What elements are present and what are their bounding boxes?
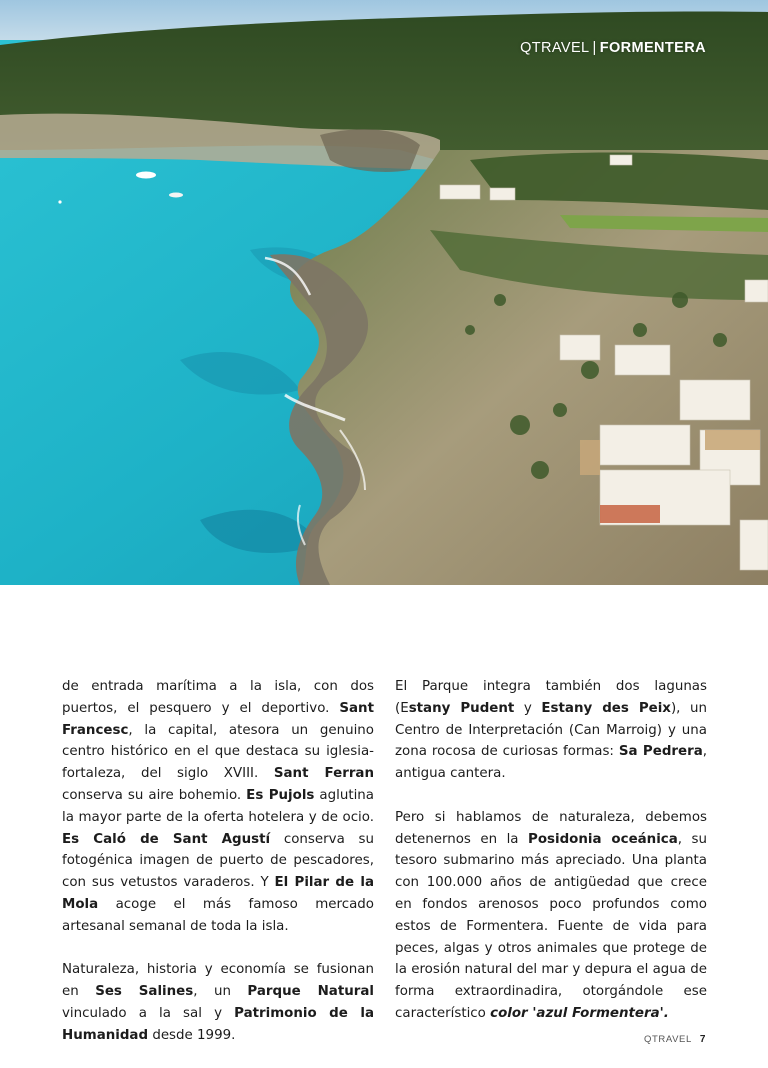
bold-text: Sa Pedrera (618, 744, 703, 760)
paragraph (395, 676, 707, 785)
bold-text: Es Caló de Sant Agustí (62, 831, 271, 847)
bold-text: El Pilar de la Mola (62, 875, 374, 912)
page-footer (644, 1034, 706, 1045)
header-brand (520, 40, 706, 56)
text-run: Pero si hablamos de naturaleza, debemos detenernos en la (395, 809, 707, 847)
text-run: conserva su fotogénica imagen de puerto de pescadores, con sus vetustos varaderos. Y (62, 831, 374, 891)
bold-text: Parque Natural (247, 984, 375, 1000)
brand-separator: | (592, 40, 597, 56)
text-run: aglutina la mayor parte de la oferta hotelera y de ocio. (62, 787, 374, 825)
brand-name: QTRAVEL (520, 40, 590, 56)
right-column (395, 676, 707, 1047)
bold-text: Patrimonio de la Humanidad (62, 1005, 374, 1043)
text-run: , su tesoro submarino más apreciado. Una planta con 100.000 años de antigüedad que crece en fondos arenosos poco profundos como estos de Formentera. Fuente de vida para peces, algas y otros animales que protege de la erosión natural del mar y depura el agua de forma extraordinadira, otorgándole ese característico (395, 831, 707, 1021)
paragraph (62, 959, 374, 1046)
left-column (62, 676, 374, 1068)
bold-text: stany Pudent (408, 700, 515, 716)
paragraph (395, 807, 707, 1025)
bold-text: Es Pujols (246, 787, 315, 803)
paragraph (62, 676, 374, 938)
bold-text: color 'azul Formentera'. (490, 1005, 669, 1021)
text-run: El Parque integra también dos lagunas (E (395, 679, 707, 716)
text-run: ), un Centro de Interpretación (Can Marroig) y una zona rocosa de curiosas formas: (395, 700, 707, 760)
bold-text: Sant Francesc (62, 700, 374, 738)
text-run: y (514, 700, 542, 716)
text-run: , antigua cantera. (395, 744, 707, 782)
text-run: vinculado a la sal y (62, 1005, 235, 1021)
text-run: , un (193, 984, 248, 1000)
text-run: Naturaleza, historia y economía se fusionan en (62, 962, 374, 1000)
text-run: conserva su aire bohemio. (62, 787, 247, 803)
bold-text: Sant Ferran (273, 766, 374, 782)
bold-text: Estany des Peix (541, 700, 671, 716)
page-number: 7 (699, 1034, 706, 1045)
bold-text: Ses Salines (95, 984, 194, 1000)
text-run: desde 1999. (148, 1027, 236, 1043)
bold-text: Posidonia oceánica (528, 831, 678, 847)
text-run: acoge el más famoso mercado artesanal semanal de toda la isla. (62, 896, 374, 934)
text-run: de entrada marítima a la isla, con dos puertos, el pesquero y el deportivo. (62, 679, 374, 716)
text-run: , la capital, atesora un genuino centro histórico en el que destaca su iglesia-fortaleza, del siglo XVIII. (62, 722, 374, 782)
footer-brand: QTRAVEL (643, 1034, 692, 1045)
section-name: FORMENTERA (599, 40, 706, 56)
